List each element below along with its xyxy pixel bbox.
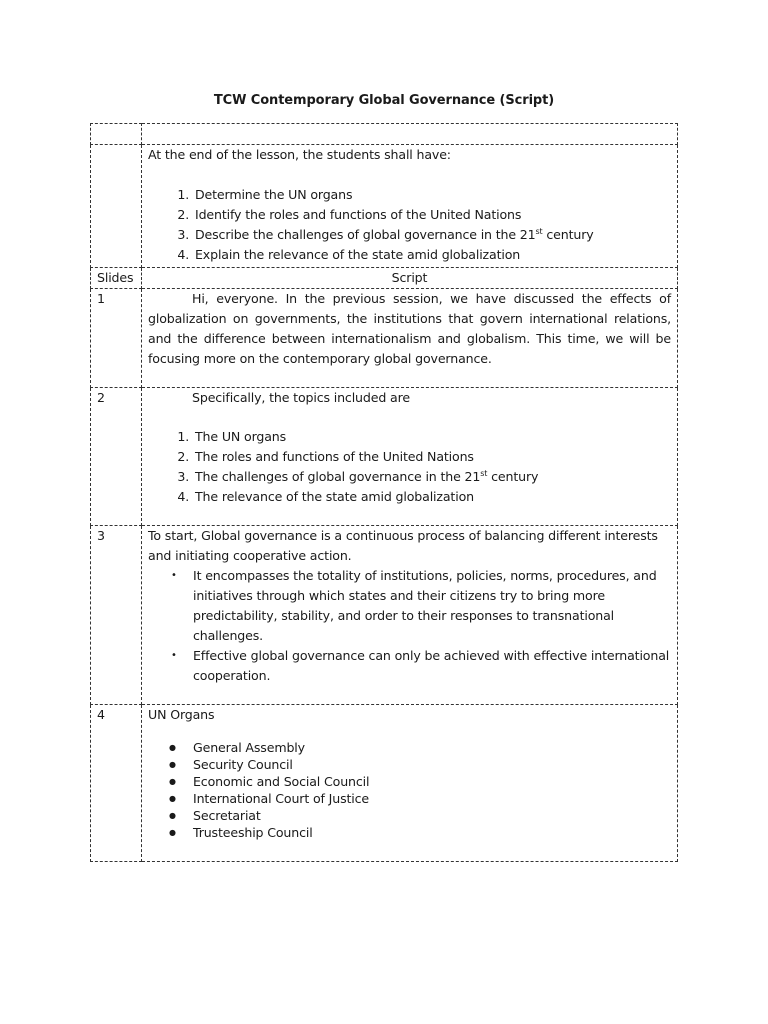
objective-item: 3. Describe the challenges of global governance in the 21st century (193, 225, 671, 245)
slide-row-1 (91, 289, 678, 388)
slide-row-4 (91, 705, 678, 862)
slide-number: 1 (91, 289, 142, 388)
slide-2-intro: Specifically, the topics included are (192, 390, 410, 405)
un-organ-item: ● Secretariat (193, 807, 671, 824)
script-header: Script (142, 268, 678, 289)
governance-point: • It encompasses the totality of institutions, policies, norms, procedures, and initiatives through which states and their citizens try to bring more predictability, stability, and order to their responses to transnational challenges. (193, 566, 671, 646)
slide-number: 2 (91, 388, 142, 526)
topic-item: 2. The roles and functions of the United Nations (193, 447, 671, 467)
topic-item: 1. The UN organs (193, 427, 671, 447)
slides-header: Slides (91, 268, 142, 289)
document-title: TCW Contemporary Global Governance (Script) (213, 93, 555, 108)
blank-header-row (91, 124, 678, 145)
un-organ-item: ● Trusteeship Council (193, 824, 671, 841)
un-organ-item: ● Economic and Social Council (193, 773, 671, 790)
un-organ-item: ● General Assembly (193, 739, 671, 756)
governance-point: • Effective global governance can only be achieved with effective international cooperation. (193, 646, 671, 686)
slide-row-2 (91, 388, 678, 526)
objectives-row (91, 145, 678, 268)
objective-item: 4. Explain the relevance of the state amid globalization (193, 245, 671, 265)
topic-item: 4. The relevance of the state amid globalization (193, 487, 671, 507)
slide-number: 4 (91, 705, 142, 862)
governance-points (148, 566, 671, 686)
topic-item: 3. The challenges of global governance in the 21st century (193, 467, 671, 487)
objective-item: 2. Identify the roles and functions of the United Nations (193, 205, 671, 225)
column-header-row (91, 268, 678, 289)
topics-list (148, 427, 671, 507)
slide-number: 3 (91, 526, 142, 705)
slide-3-intro: To start, Global governance is a continuous process of balancing different interests and initiating cooperative action. (148, 528, 658, 563)
objectives-intro: At the end of the lesson, the students shall have: (148, 147, 451, 162)
objectives-list (148, 185, 671, 265)
un-organ-item: ● Security Council (193, 756, 671, 773)
slide-row-3 (91, 526, 678, 705)
slide-1-script: Hi, everyone. In the previous session, we have discussed the effects of globalization on governments, the institutions that govern international relations, and the difference between internationalism and globalism. This time, we will be focusing more on the contemporary global governance. (148, 291, 671, 366)
un-organs-list (148, 739, 671, 841)
un-organ-item: ● International Court of Justice (193, 790, 671, 807)
script-table (90, 123, 678, 862)
objective-item: 1. Determine the UN organs (193, 185, 671, 205)
slide-4-heading: UN Organs (148, 707, 215, 722)
